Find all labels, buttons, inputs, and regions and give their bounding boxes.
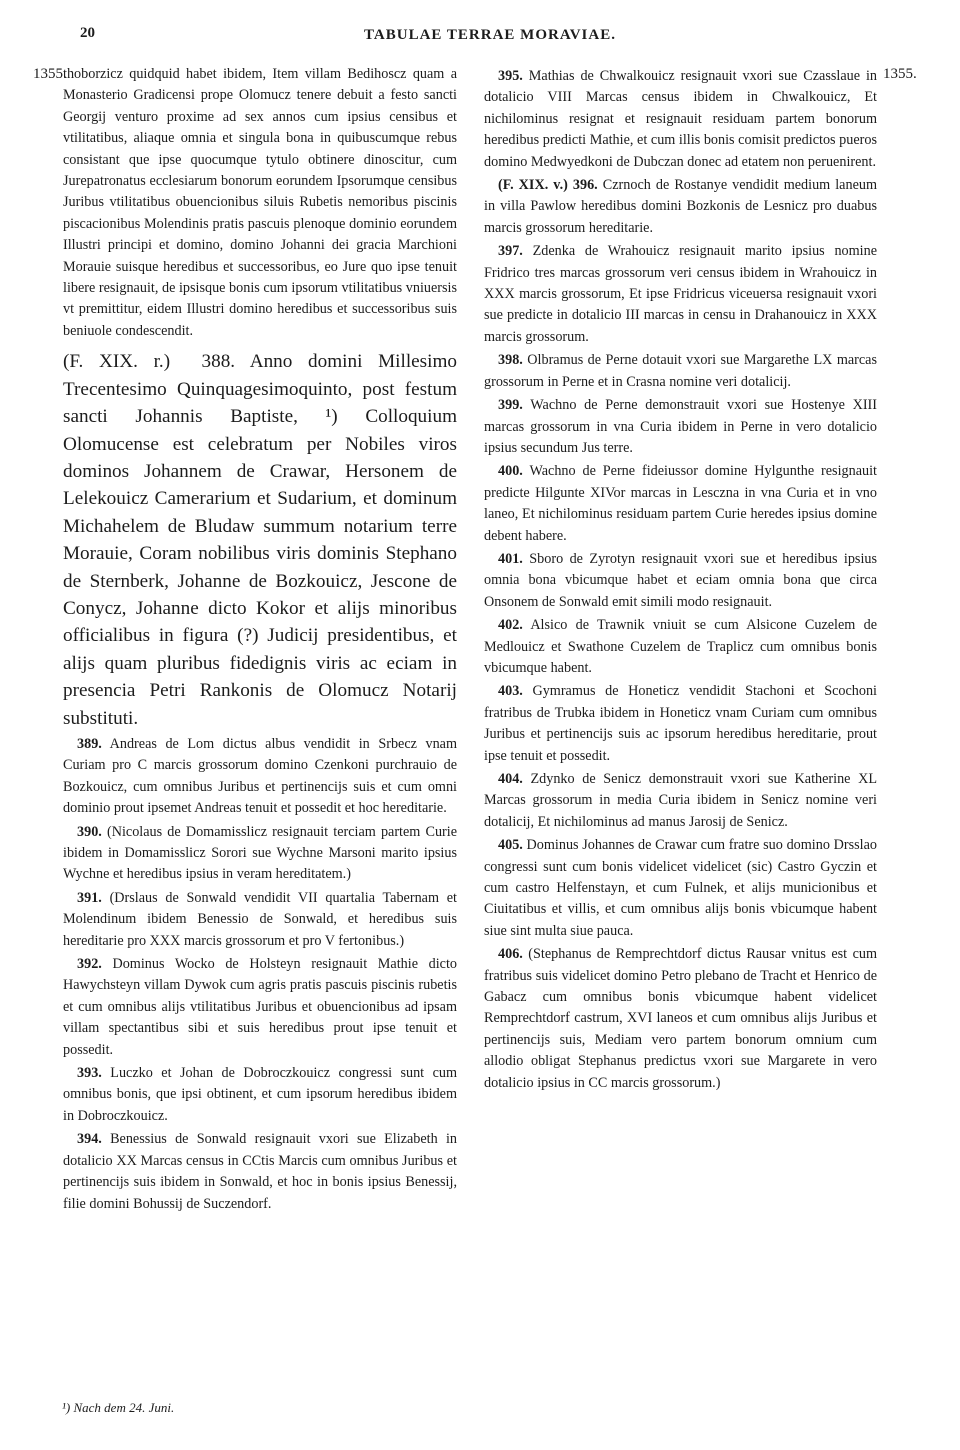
entry-number: 389. — [77, 735, 102, 752]
entry-text: (Nicolaus de Domamisslicz resignauit terciam partem Curie ibidem in Domamisslicz Sorori sue Wychne Marsoni marito ipsius Wychne et heredibus ipsius in veram hereditatem.) — [63, 823, 458, 883]
entry-number: (F. XIX. v.) 396. — [498, 177, 598, 194]
entry-text: (Stephanus de Remprechtdorf dictus Rausar vnitus est cum fratribus suis videlicet domino Petro plebano de Tracht et Henrico de Gabacz cum omnibus bonis vbicumque habent videlicet Remprechtdorf castrum, XVI laneos et cum omnibus alijs Juribus et pertinencijs suis, Mediam vero partem bonorum omnium cum allodio obligat Stephanus predictus vxori sue Margarete in vero dotalicio ipsius in CC marcis grossorum.) — [484, 946, 877, 1091]
entry-number: 401. — [498, 550, 523, 567]
list-item — [63, 1063, 457, 1127]
entry-text: Zdenka de Wrahouicz resignauit marito ipsius nomine Fridrico tres marcas grossorum veri census ibidem in Wrahouicz in XXX marcis grossorum, Et ipse Fridricus viceuersa resignauit vxori sue predicte in dotalicio III marcas in censu in Drahanouicz in XXX marcis grossorum. — [484, 243, 877, 345]
right-entries-list — [484, 66, 877, 1094]
entry-number: 404. — [498, 771, 523, 787]
entry-text: Dominus Wocko de Holsteyn resignauit Mathie dicto Hawychsteyn villam Dywok cum agris pratis pascuis piscinis rubetis et cum omnibus alijs vtilitatibus Juribus et obuencionibus ad ipsam villam spectantibus sibi et suis heredibus prout ipse tenuit et possedit. — [63, 956, 457, 1058]
entry-text: Alsico de Trawnik vniuit se cum Alsicone Cuzelem de Medlouicz et Swathone Cuzelem de Traplicz cum omnibus bonis vbicumque habent. — [484, 617, 877, 676]
margin-year-right: 1355. — [883, 66, 917, 82]
list-item — [63, 954, 457, 1061]
folio-reference: (F. XIX. r.) — [63, 351, 171, 373]
continuation-paragraph: thoborzicz quidquid habet ibidem, Item villam Bedihoscz quam a Monasterio Gradicensi prope Olomucz tenere debuit a festo sancti Georgij venturo proxime ad sex annos cum ipsius censibus et vtilitatibus, aliaque omnia et singula bona in quibuscumque rebus consistant que ipse quocumque tytulo obtinere dinoscitur, cum Jurepatronatus ecclesiarum bonorum eorundem Ipsorumque censibus Juribus vtilitatibus obuencionibus siluis Rubetis nemoribus piscinis piscacionibus Molendinis pratis pascuis plenoque dominio eorundem Illustri principi et domino, domino Johanni dei gracia Marchioni Morauie suisque heredibus et successoribus, eo Jure quo ipse tenuit libere resignauit, de ipsisque bonis cum ipsorum vtilitatibus vniuersis vt premittitur, eidem Illustri domino heredibus et successoribus suis beniuole condescendit. — [63, 66, 457, 339]
list-item — [484, 461, 877, 547]
entry-number: 402. — [498, 617, 523, 634]
entry-text: Andreas de Lom dictus albus vendidit in Srbecz vnam Curiam pro C marcis grossorum domino Czenkoni purchrauio de Bozkouicz, cum omnibus Juribus et pertinencijs suis et cum omni dominio prout ipsemet Andreas tenuit et possedit et hoc hereditarie. — [63, 735, 458, 817]
left-column — [63, 64, 457, 1215]
entry-text: Dominus Johannes de Crawar cum fratre suo domino Drsslao congressi sunt cum bonis videlicet videlicet (sic) Castro Gyczin et cum castro Helfenstayn, et cum Fulnek, et alijs municionibus et Ciuitatibus et villis, et cum omnibus alijs bonis vbicumque habent siue sint multa siue pauca. — [484, 837, 877, 939]
list-item — [63, 1129, 457, 1215]
entry-number: 393. — [77, 1065, 102, 1082]
list-item — [484, 944, 877, 1094]
entry-number: 403. — [498, 683, 523, 700]
entry-number: 400. — [498, 463, 523, 480]
list-item — [484, 395, 877, 459]
entry-text: Luczko et Johan de Dobroczkouicz congressi sunt cum omnibus bonis, que ipsi obtinent, et cum ipsorum heredibus ibidem in Dobroczkouicz. — [63, 1065, 457, 1124]
entry-number: 395. — [498, 68, 523, 84]
entry-text: Gymramus de Honeticz vendidit Stachoni et Scochoni fratribus de Trubka ibidem in Honeticz vnam Curiam cum omnibus Juribus et pertinencijs suis ac ipsorum heredibus hereditarie, prout ipse tenuit et possedit. — [484, 683, 877, 764]
entry-text: Sboro de Zyrotyn resignauit vxori sue et heredibus ipsius omnia bona vbicumque habet et eciam omnia bona que circa Onsonem de Sonwald emit simili modo resignauit. — [484, 550, 878, 610]
entry-number: 394. — [77, 1131, 102, 1148]
entry-text: Wachno de Perne fideiussor domine Hylgunthe resignauit predicte Hilgunte XIVor marcas in Lesczna in vna Curia et in vno laneo, Et nichilominus residuam partem Curie heredes ipsius domine debent habere. — [484, 463, 877, 544]
entry-number: 397. — [498, 243, 523, 260]
entry-number: 392. — [77, 956, 102, 973]
margin-year-left: 1355. — [33, 66, 67, 82]
entry-number: 390. — [77, 823, 102, 840]
list-item — [63, 888, 457, 952]
right-column — [484, 64, 877, 1094]
list-item — [63, 734, 457, 820]
entry-number: 405. — [498, 837, 523, 854]
list-item — [484, 615, 877, 679]
list-item — [484, 769, 877, 833]
entry-text: Wachno de Perne demonstrauit vxori sue Hostenye XIII marcas grossorum in vna Curia ibidem in Perne in vero dotalicio ipsius secundum Jus terre. — [484, 397, 877, 456]
list-item — [484, 175, 877, 239]
entry-388 — [63, 348, 457, 732]
list-item — [484, 835, 877, 942]
page-header — [60, 25, 920, 49]
list-item — [484, 549, 877, 613]
entry-number: 388. — [201, 351, 236, 373]
entry-text: Olbramus de Perne dotauit vxori sue Margarethe LX marcas grossorum in Perne et in Crasna nomine veri dotalicij. — [484, 352, 877, 390]
running-title: TABULAE TERRAE MORAVIAE. — [364, 27, 616, 43]
entry-number: 398. — [498, 352, 523, 369]
list-item — [484, 66, 877, 173]
list-item — [484, 681, 877, 767]
entry-number: 406. — [498, 946, 523, 963]
list-item — [63, 822, 457, 886]
entry-text: Zdynko de Senicz demonstrauit vxori sue Katherine XL Marcas grossorum in media Curia ibidem in Senicz nomine veri dotalicij, Et nichilominus ad manus Jarosij de Senicz. — [484, 771, 878, 830]
entry-text: (Drslaus de Sonwald vendidit VII quartalia Tabernam et Molendinum ibidem Benessio de Sonwald, et heredibus suis hereditarie pro XXX marcis grossorum et pro V fertonibus.) — [63, 889, 457, 949]
list-item — [484, 241, 877, 348]
footnote: ¹) Nach dem 24. Juni. — [62, 1400, 175, 1415]
entry-number: 399. — [498, 397, 523, 414]
entry-text: Czrnoch de Rostanye vendidit medium laneum in villa Pawlow heredibus domini Bozkonis de Lesnicz pro duabus marcis grossorum hereditarie. — [484, 177, 877, 236]
page-number: 20 — [80, 25, 95, 41]
entry-number: 391. — [77, 889, 102, 906]
entry-text: Mathias de Chwalkouicz resignauit vxori sue Czasslaue in dotalicio VIII Marcas census ibidem in Chwalkouicz, Et nichilominus resignat et resignauit residuam partem bonorum heredibus predicti Mathie, et cum illis bonis comisit predictos pueros domino Medwyedkoni de Dubczan donec ad etatem non peruenirent. — [484, 68, 878, 170]
entry-text: Anno domini Millesimo Trecentesimo Quinquagesimoquinto, post festum sancti Johannis Baptiste, ¹) Colloquium Olomucense est celebratum per Nobiles viros dominos Johannem de Crawar, Hersonem de Lelekouicz Camerarium et Sudarium, et dominum Michahelem de Bludaw summum notarium terre Morauie, Coram nobilibus viris dominis Stephano de Sternberk, Johanne de Bozkouicz, Jescone de Conycz, Johanne dicto Kokor et alijs minoribus officialibus in figura (?) Judicij presidentibus, et alijs quam pluribus fidedignis viris ac eciam in presencia Petri Rankonis de Olomucz Notarij substituti. — [63, 351, 457, 729]
left-entries-list — [63, 734, 457, 1215]
entry-text: Benessius de Sonwald resignauit vxori sue Elizabeth in dotalicio XX Marcas census in CCtis Marcis cum omnibus Juribus et pertinencijs suis ibidem in Sonwald, et hoc in bonis ipsius Benessij, filie domini Bohussij de Suczendorf. — [63, 1131, 457, 1212]
list-item — [484, 350, 877, 393]
